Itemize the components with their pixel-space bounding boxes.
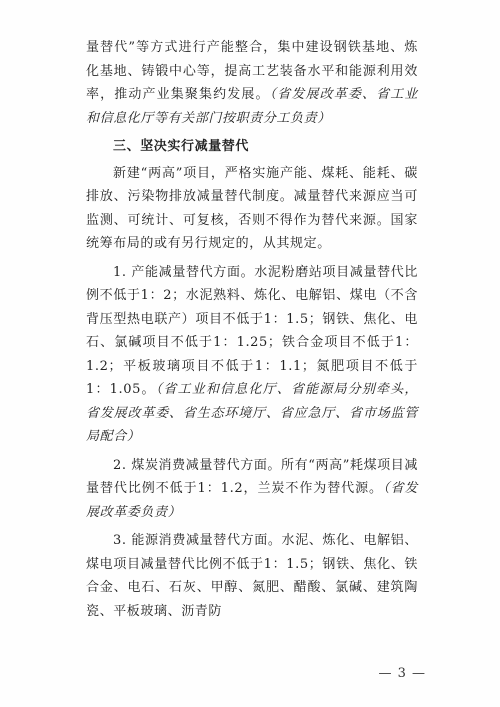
section-heading-3: 三、坚决实行减量替代: [113, 139, 250, 154]
paragraph-3-text: 1. 产能减量替代方面。水泥粉磨站项目减量替代比例不低于1：2；水泥熟料、炼化、电解铝、煤电（不含背压型热电联产）项目不低于1：1.5；钢铁、焦化、电石、氯碱项目不低于1：1.25；铁合金项目不低于1：1.2；平板玻璃项目不低于1：1.1；氮肥项目不低于1：1.05。: [86, 264, 418, 397]
paragraph-4: [86, 454, 418, 525]
paragraph-1: [86, 36, 418, 130]
document-body: [86, 36, 418, 628]
paragraph-2-text: 新建“两高”项目，严格实施产能、煤耗、能耗、碳排放、污染物排放减量替代制度。减量替代来源应当可监测、可统计、可复核，否则不得作为替代来源。国家统筹布局的或有另行规定的，从其规定。: [86, 165, 418, 251]
paragraph-2: [86, 162, 418, 256]
paragraph-4-text: 2. 煤炭消费减量替代方面。所有“两高”耗煤项目减量替代比例不低于1：1.2，兰炭不作为替代源。: [86, 457, 418, 496]
paragraph-5: [86, 529, 418, 623]
paragraph-3-note: （省工业和信息化厅、省能源局分别牵头，省发展改革委、省生态环境厅、省应急厅、省市场监管局配合）: [86, 382, 419, 444]
paragraph-1-note: （省发展改革委、省工业和信息化厅等有关部门按职责分工负责）: [86, 87, 418, 126]
paragraph-5-text: 3. 能源消费减量替代方面。水泥、炼化、电解铝、煤电项目减量替代比例不低于1：1.5；钢铁、焦化、铁合金、电石、石灰、甲醇、氮肥、醋酸、氯碱、建筑陶瓷、平板玻璃、沥青防: [86, 533, 418, 619]
paragraph-4-note: （省发展改革委负责）: [86, 481, 418, 520]
paragraph-1-text: 量替代”等方式进行产能整合，集中建设钢铁基地、炼化基地、铸锻中心等，提高工艺装备水平和能源利用效率，推动产业集聚集约发展。: [86, 40, 418, 102]
page-number: — 3 —: [378, 666, 426, 681]
paragraph-3: [86, 261, 418, 449]
